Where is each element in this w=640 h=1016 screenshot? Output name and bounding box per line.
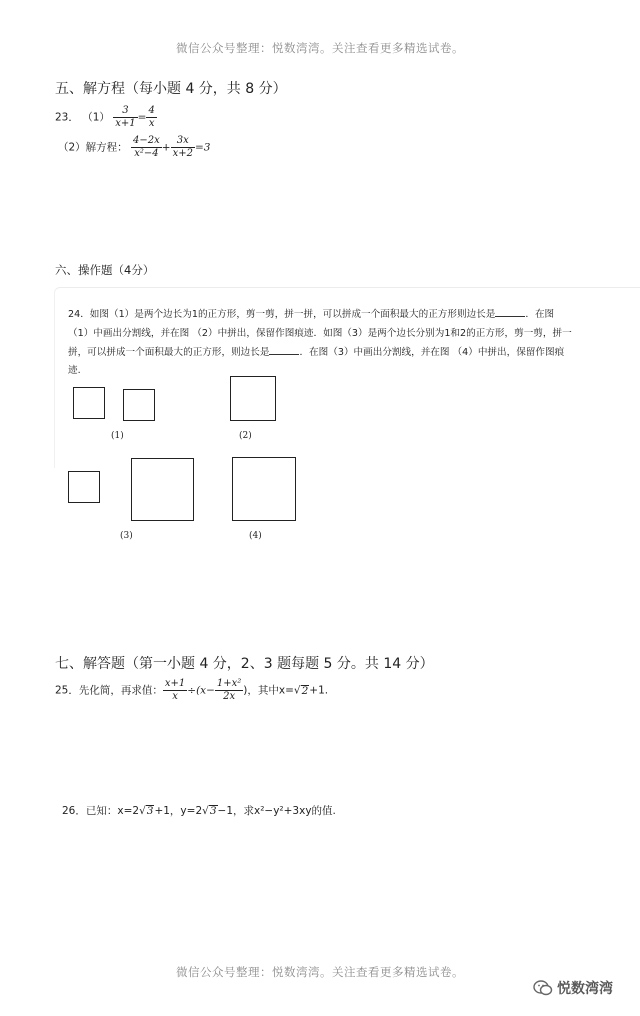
question-text: ．在图 bbox=[525, 309, 555, 320]
section-title-solutions: 七、解答题（第一小题 4 分，2、3 题每题 5 分。共 14 分） bbox=[55, 656, 434, 672]
denominator: x²−4 bbox=[134, 148, 159, 159]
figure-caption-2: (2) bbox=[239, 431, 252, 441]
sqrt-sign: √ bbox=[293, 684, 301, 697]
denominator: x bbox=[148, 118, 155, 129]
question-text: )，其中x= bbox=[243, 684, 294, 697]
question-24-line3 bbox=[68, 344, 564, 358]
numerator: 3 bbox=[113, 105, 137, 118]
wechat-logo-icon bbox=[533, 980, 553, 996]
question-text: −1，求x²−y²+3xy的值. bbox=[217, 805, 336, 817]
numerator: x+1 bbox=[164, 678, 186, 689]
radicand: 3 bbox=[146, 805, 154, 817]
figure-3-small-square bbox=[68, 471, 100, 503]
numerator: 1+x² bbox=[216, 678, 242, 689]
brand-name: 悦数湾湾 bbox=[557, 981, 613, 997]
figure-caption-3: (3) bbox=[120, 531, 133, 541]
section-title-equations: 五、解方程（每小题 4 分，共 8 分） bbox=[55, 81, 287, 97]
part-label: （2）解方程： bbox=[58, 141, 128, 154]
fraction bbox=[113, 105, 137, 130]
division-expression: ÷(x− bbox=[187, 684, 215, 697]
equals-sign: = bbox=[137, 111, 147, 124]
question-24-line2: （1）中画出分割线，并在图 （2）中拼出，保留作图痕迹．如图（3）是两个边长分别为1和2的正方形，剪一剪，拼一 bbox=[68, 328, 572, 339]
question-text: 25．先化简，再求值： bbox=[55, 684, 163, 697]
brand-watermark bbox=[533, 978, 613, 998]
figure-caption-4: (4) bbox=[249, 531, 262, 541]
question-text: 24．如图（1）是两个边长为1的正方形，剪一剪，拼一拼，可以拼成一个面积最大的正方形则边长是 bbox=[68, 309, 496, 320]
fraction bbox=[171, 135, 195, 160]
question-text: 26．已知：x=2 bbox=[62, 805, 140, 817]
question-24-line4: 迹. bbox=[68, 365, 81, 376]
figure-caption-1: (1) bbox=[111, 431, 124, 441]
fraction bbox=[163, 678, 187, 703]
fraction bbox=[215, 678, 243, 703]
sqrt-sign: √ bbox=[202, 805, 209, 817]
numerator: 4 bbox=[148, 105, 155, 116]
denominator: 2x bbox=[223, 691, 236, 702]
denominator: x+2 bbox=[172, 148, 193, 159]
footer-watermark: 微信公众号整理：悦数湾湾。关注查看更多精选试卷。 bbox=[176, 965, 464, 979]
question-text: +1. bbox=[309, 684, 329, 697]
fraction bbox=[146, 105, 156, 130]
plus-sign: + bbox=[161, 141, 171, 154]
question-23-part2 bbox=[58, 135, 210, 160]
question-24-line1 bbox=[68, 306, 554, 320]
question-26 bbox=[62, 803, 336, 818]
question-25 bbox=[55, 678, 328, 703]
section-title-operation: 六、操作题（4分） bbox=[55, 263, 155, 277]
question-text: +1，y=2 bbox=[154, 805, 203, 817]
radicand: 3 bbox=[209, 805, 217, 817]
part-label: （1） bbox=[82, 111, 110, 124]
figure-2-square bbox=[230, 376, 276, 421]
radicand: 2 bbox=[301, 684, 309, 697]
right-hand-side: =3 bbox=[194, 141, 211, 154]
numerator: 3x bbox=[171, 135, 195, 148]
denominator: x bbox=[172, 691, 178, 702]
sqrt-sign: √ bbox=[139, 805, 146, 817]
answer-blank[interactable] bbox=[495, 307, 525, 317]
header-watermark: 微信公众号整理：悦数湾湾。关注查看更多精选试卷。 bbox=[176, 41, 464, 55]
numerator: 4−2x bbox=[133, 135, 160, 146]
question-text: ．在图（3）中画出分割线，并在图 （4）中拼出，保留作图痕 bbox=[299, 347, 565, 358]
fraction bbox=[131, 135, 162, 160]
question-23-part1 bbox=[55, 105, 157, 130]
figure-1-square-a bbox=[73, 387, 105, 419]
denominator: x+1 bbox=[115, 118, 136, 129]
question-text: 拼，可以拼成一个面积最大的正方形，则边长是 bbox=[68, 347, 270, 358]
answer-blank[interactable] bbox=[269, 345, 299, 355]
figure-3-large-square bbox=[131, 458, 194, 521]
figure-1-square-b bbox=[123, 389, 155, 421]
figure-4-square bbox=[232, 457, 296, 521]
question-number: 23． bbox=[55, 111, 79, 124]
